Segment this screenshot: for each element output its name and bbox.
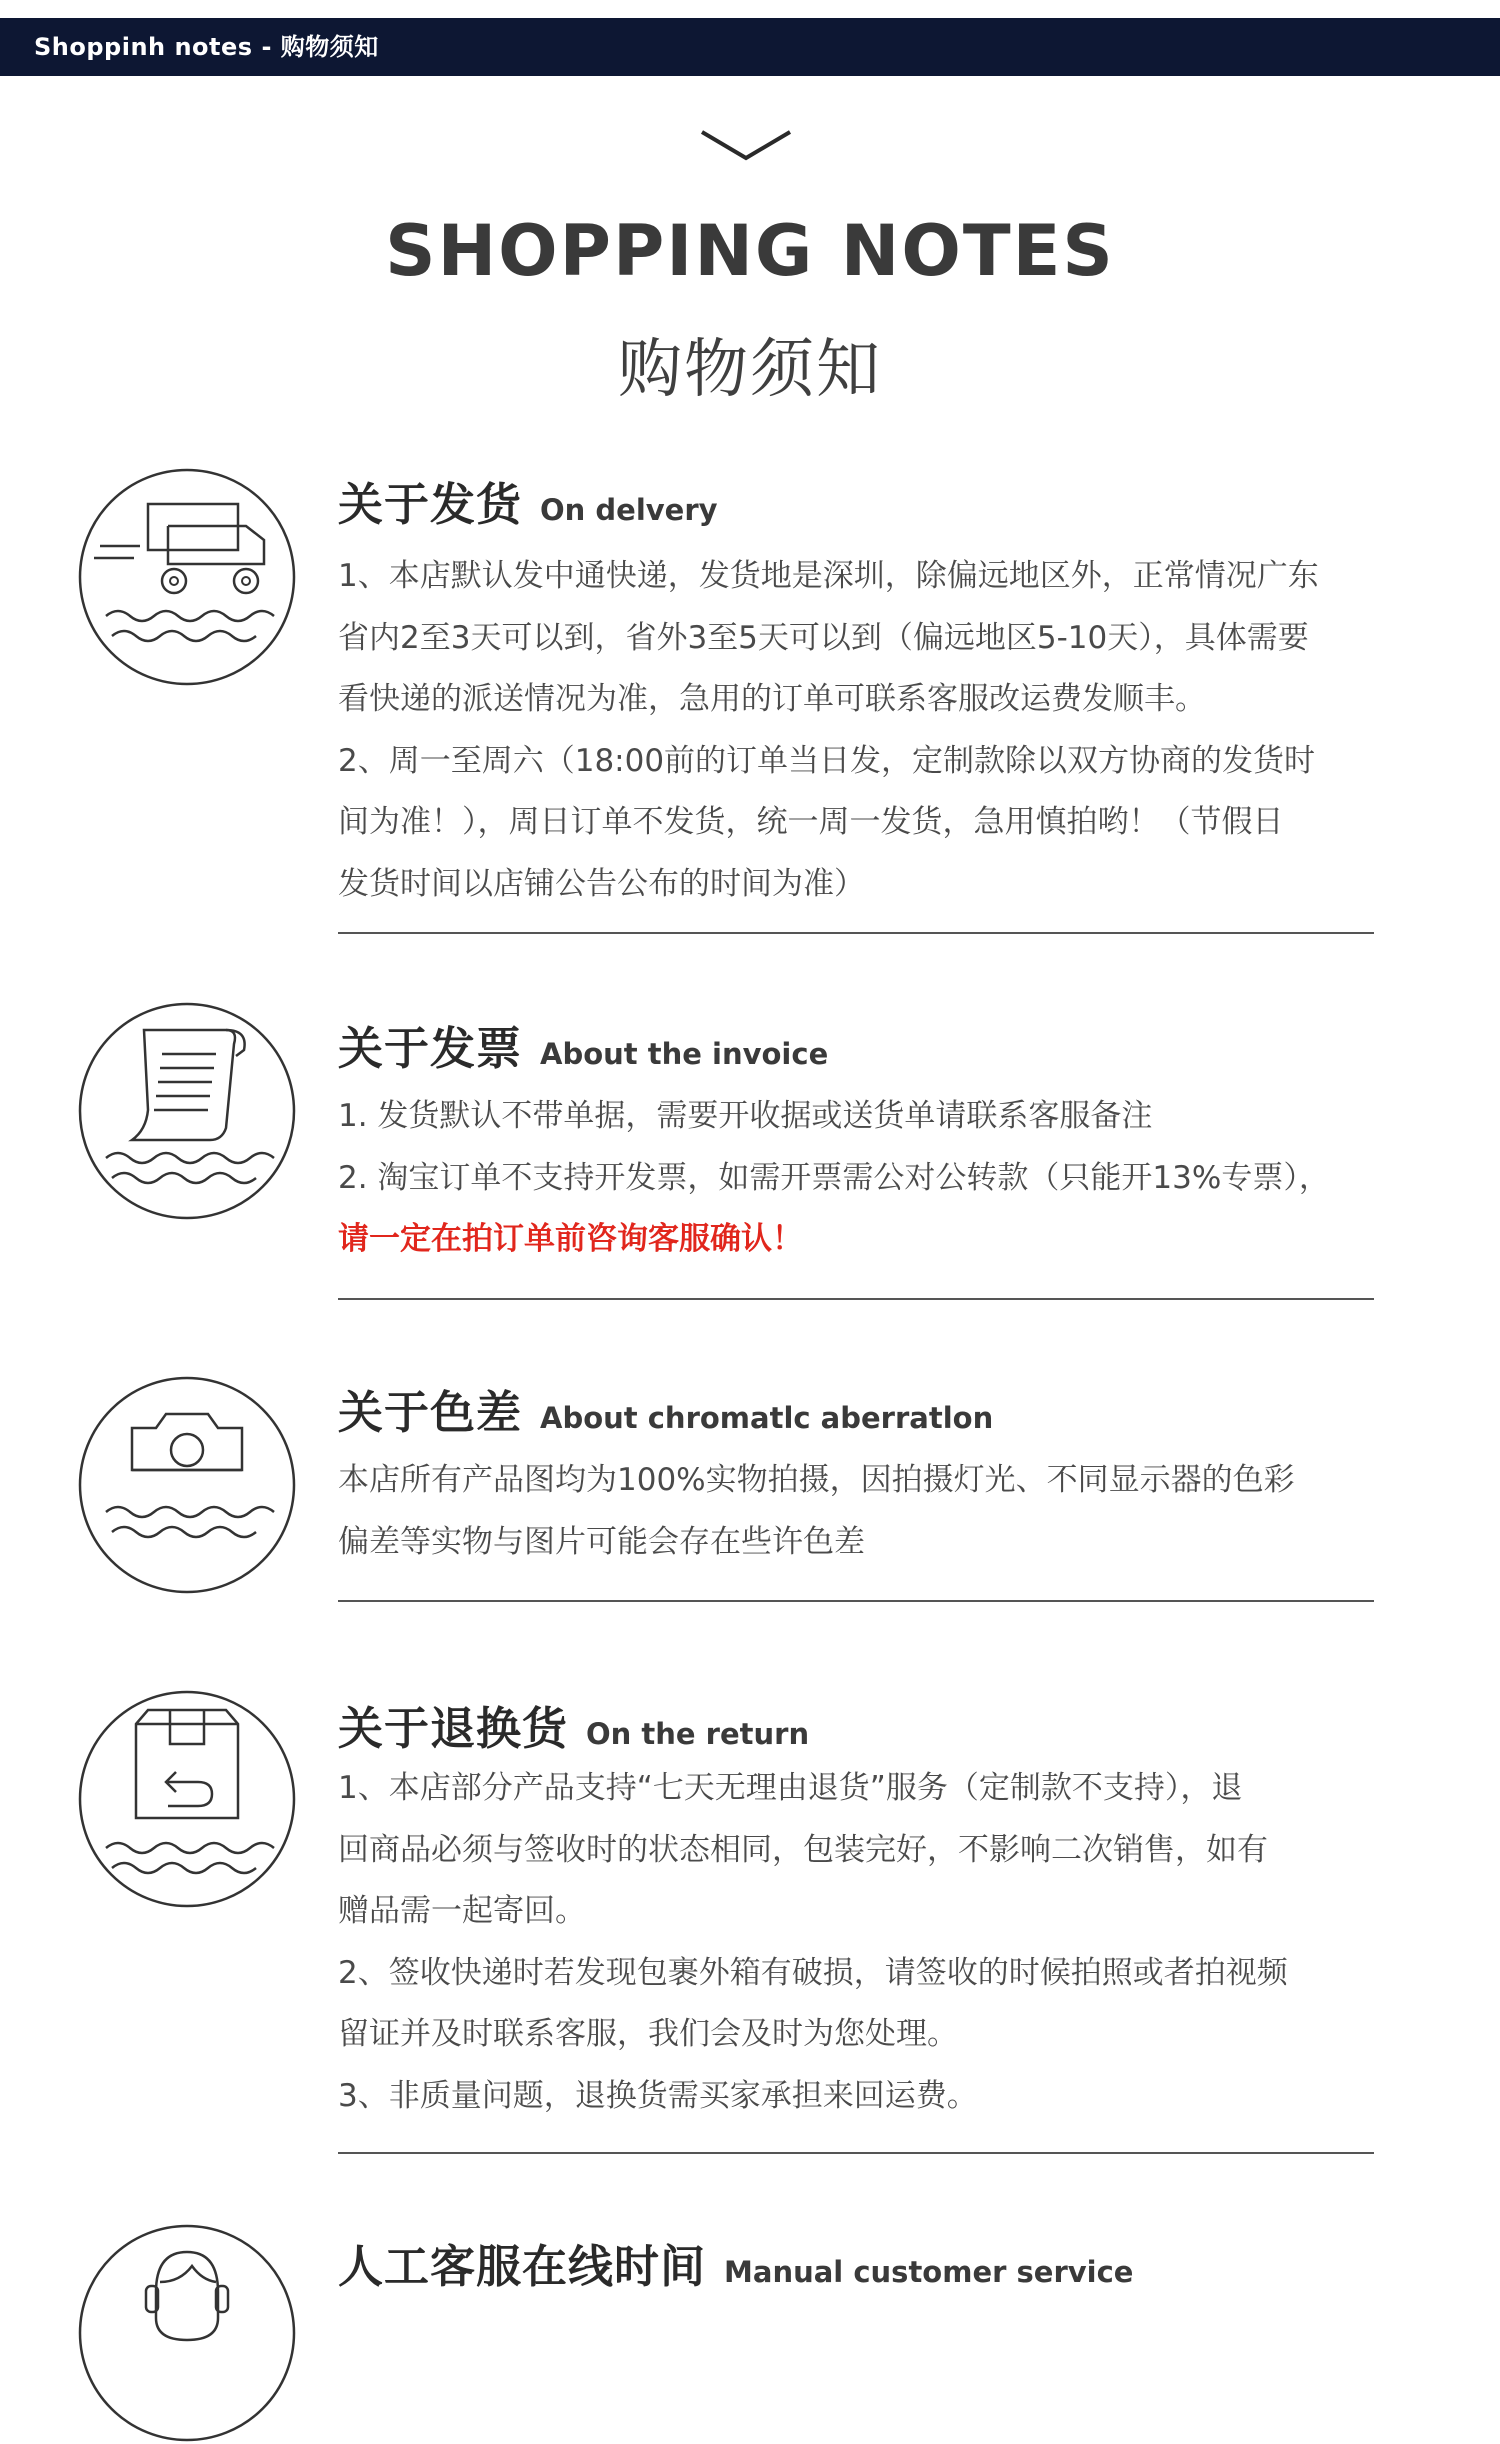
color-body [338, 1450, 1418, 1573]
service-title-cn: 人工客服在线时间 [338, 2240, 707, 2293]
return-line: 回商品必须与签收时的状态相同，包装完好，不影响二次销售，如有 [338, 1831, 1268, 1868]
divider [338, 1298, 1374, 1300]
color-title-cn: 关于色差 [338, 1386, 523, 1439]
receipt-icon [76, 1000, 298, 1222]
return-box-icon [76, 1688, 298, 1910]
delivery-line: 发货时间以店铺公告公布的时间为准） [338, 865, 865, 902]
color-title-en: About chromatlc aberratlon [540, 1401, 994, 1435]
return-body [338, 1758, 1418, 2127]
page-title: SHOPPING NOTES [385, 210, 1115, 292]
invoice-warning: 请一定在拍订单前咨询客服确认！ [338, 1221, 803, 1257]
return-heading [338, 1692, 809, 1757]
delivery-line: 1、本店默认发中通快递，发货地是深圳，除偏远地区外，正常情况广东 [338, 558, 1319, 594]
delivery-title-cn: 关于发货 [338, 478, 523, 531]
invoice-heading [338, 1012, 828, 1077]
invoice-line: 2. 淘宝订单不支持开发票，如需开票需公对公转款（只能开13%专票）， [338, 1159, 1330, 1196]
return-line: 留证并及时联系客服，我们会及时为您处理。 [338, 2016, 958, 2052]
divider [338, 1600, 1374, 1602]
header-title: Shoppinh notes - 购物须知 [34, 33, 379, 61]
return-line: 赠品需一起寄回。 [338, 1893, 586, 1929]
header-bar [0, 18, 1500, 76]
delivery-truck-icon [76, 466, 298, 688]
invoice-line: 1. 发货默认不带单据，需要开收据或送货单请联系客服备注 [338, 1098, 1153, 1134]
color-line: 本店所有产品图均为100%实物拍摄，因拍摄灯光、不同显示器的色彩 [338, 1462, 1295, 1498]
delivery-body [338, 546, 1418, 915]
return-line: 2、签收快递时若发现包裹外箱有破损，请签收的时候拍照或者拍视频 [338, 1954, 1288, 1991]
service-title-en: Manual customer service [724, 2255, 1134, 2289]
camera-icon [76, 1374, 298, 1596]
chevron-down-icon [698, 126, 794, 166]
return-line: 1、本店部分产品支持“七天无理由退货”服务（定制款不支持），退 [338, 1770, 1243, 1806]
delivery-line: 看快递的派送情况为准，急用的订单可联系客服改运费发顺丰。 [338, 681, 1206, 717]
delivery-heading [338, 468, 718, 533]
customer-service-icon [76, 2222, 298, 2444]
delivery-line: 2、周一至周六（18:00前的订单当日发，定制款除以双方协商的发货时 [338, 742, 1316, 779]
divider [338, 2152, 1374, 2154]
invoice-title-cn: 关于发票 [338, 1022, 523, 1075]
delivery-title-en: On delvery [540, 493, 718, 527]
service-heading [338, 2230, 1133, 2295]
color-heading [338, 1376, 993, 1441]
invoice-body [338, 1086, 1418, 1271]
return-title-en: On the return [586, 1717, 810, 1751]
color-line: 偏差等实物与图片可能会存在些许色差 [338, 1523, 865, 1560]
divider [338, 932, 1374, 934]
delivery-line: 省内2至3天可以到，省外3至5天可以到（偏远地区5-10天），具体需要 [338, 619, 1309, 656]
page-subtitle: 购物须知 [618, 333, 882, 407]
delivery-line: 间为准！），周日订单不发货，统一周一发货，急用慎拍哟！（节假日 [338, 804, 1284, 840]
return-line: 3、非质量问题，退换货需买家承担来回运费。 [338, 2077, 978, 2114]
return-title-cn: 关于退换货 [338, 1702, 569, 1755]
invoice-title-en: About the invoice [540, 1037, 829, 1071]
